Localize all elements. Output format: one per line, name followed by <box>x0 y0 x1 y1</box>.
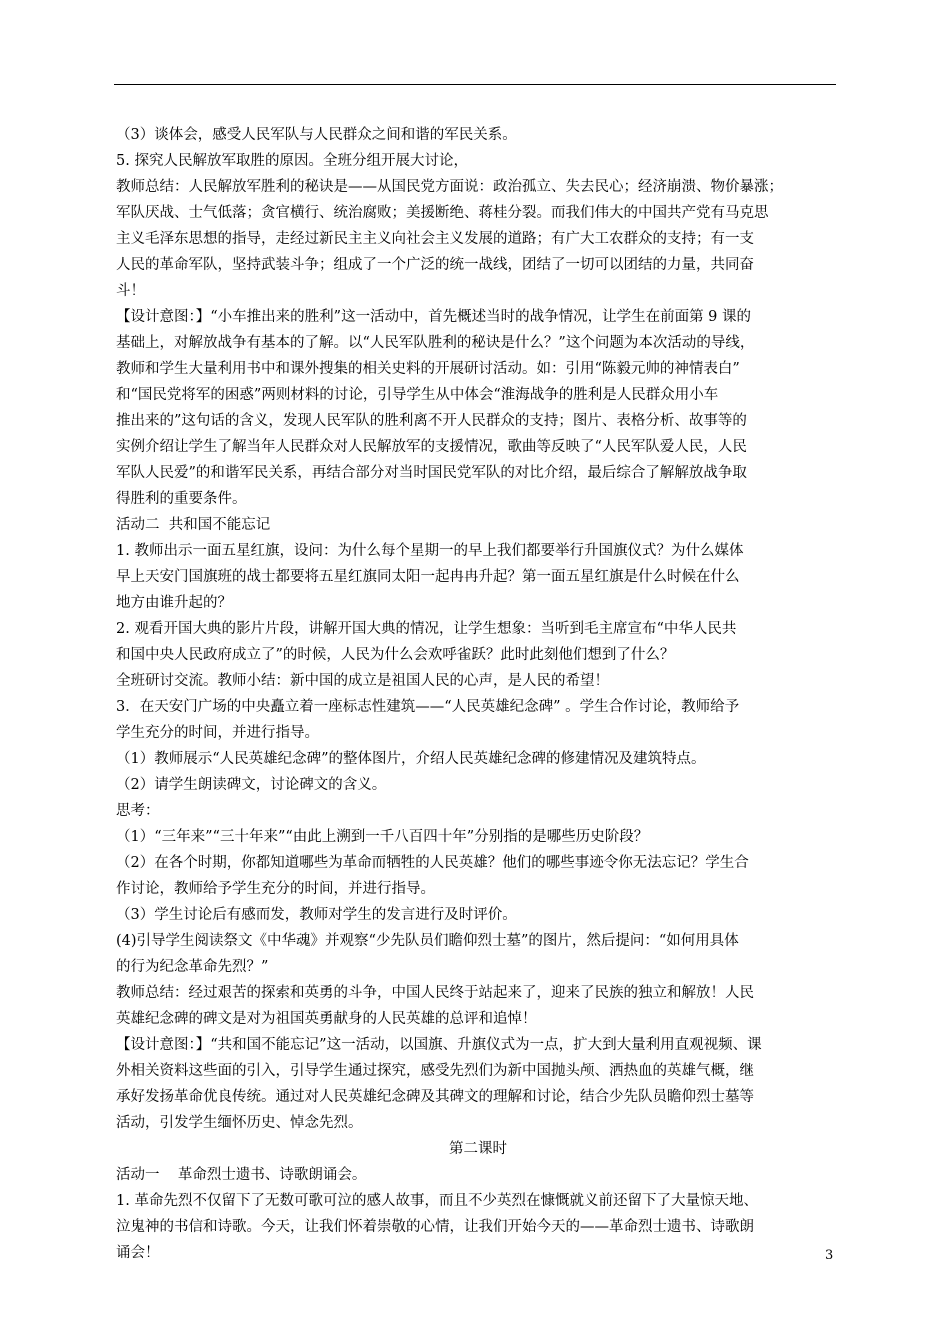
text-line: 2. 观看开国大典的影片片段，讲解开国大典的情况，让学生想象：当听到毛主席宣布“中华人民共 <box>116 621 737 637</box>
text-line: 基础上，对解放战争有基本的了解。以“人民军队胜利的秘诀是什么？”这个问题为本次活动的导线， <box>116 335 755 351</box>
text-line: 军队人民爱”的和谐军民关系，再结合部分对当时国民党军队的对比介绍，最后综合了解解放战争取 <box>116 465 747 481</box>
text-line: 主义毛泽东思想的指导，走经过新民主主义向社会主义发展的道路；有广大工农群众的支持；有一支 <box>116 231 754 247</box>
section-heading: 活动二 共和国不能忘记 <box>116 517 271 533</box>
text-line: 全班研讨交流。教师小结：新中国的成立是祖国人民的心声，是人民的希望！ <box>116 673 609 689</box>
text-line: 军队厌战、士气低落；贪官横行、统治腐败；美援断绝、蒋桂分裂。而我们伟大的中国共产党有马克思 <box>116 205 769 221</box>
text-line: 5. 探究人民解放军取胜的原因。全班分组开展大讨论， <box>116 153 468 169</box>
text-line: 教师总结：经过艰苦的探索和英勇的斗争，中国人民终于站起来了，迎来了民族的独立和解放！人民 <box>116 985 754 1001</box>
text-line: （2）在各个时期，你都知道哪些为革命而牺牲的人民英雄？他们的哪些事迹令你无法忘记？学生合 <box>116 855 749 871</box>
text-line: 教师总结：人民解放军胜利的秘诀是——从国民党方面说：政治孤立、失去民心；经济崩溃、物价暴涨； <box>116 179 783 195</box>
text-line: 思考： <box>116 803 160 819</box>
text-line: 斗！ <box>116 283 145 299</box>
text-line: 的行为纪念革命先烈？” <box>116 959 269 975</box>
text-line: 承好发扬革命优良传统。通过对人民英雄纪念碑及其碑文的理解和讨论，结合少先队员瞻仰烈士墓等 <box>116 1089 754 1105</box>
text-line: （2）请学生朗读碑文，讨论碑文的含义。 <box>116 777 387 793</box>
text-line: 外相关资料这些面的引入，引导学生通过探究，感受先烈们为新中国抛头颅、洒热血的英雄气概，继 <box>116 1063 754 1079</box>
text-line: 人民的革命军队，坚持武装斗争；组成了一个广泛的统一战线，团结了一切可以团结的力量，共同奋 <box>116 257 754 273</box>
text-line: 诵会！ <box>116 1245 160 1261</box>
text-line: 早上天安门国旗班的战士都要将五星红旗同太阳一起冉冉升起？第一面五星红旗是什么时候在什么 <box>116 569 740 585</box>
text-line: 作讨论，教师给予学生充分的时间，并进行指导。 <box>116 881 435 897</box>
text-line: 3．在天安门广场的中央矗立着一座标志性建筑——“人民英雄纪念碑” 。学生合作讨论，教师给予 <box>116 699 740 715</box>
text-line: 【设计意图：】“共和国不能忘记”这一活动，以国旗、升旗仪式为一点，扩大到大量利用直观视频、课 <box>116 1037 762 1053</box>
text-line: 实例介绍让学生了解当年人民群众对人民解放军的支援情况，歌曲等反映了“人民军队爱人民，人民 <box>116 439 747 455</box>
text-line: 【设计意图：】“小车推出来的胜利”这一活动中，首先概述当时的战争情况，让学生在前面第 9 课的 <box>116 309 752 325</box>
text-line: 学生充分的时间，并进行指导。 <box>116 725 319 741</box>
text-line: 活动，引发学生缅怀历史、悼念先烈。 <box>116 1115 363 1131</box>
text-line: 和“国民党将军的困惑”两则材料的讨论，引导学生从中体会“淮海战争的胜利是人民群众用小车 <box>116 387 719 403</box>
document-body <box>116 122 840 1266</box>
text-line: 得胜利的重要条件。 <box>116 491 247 507</box>
text-line: 1. 革命先烈不仅留下了无数可歌可泣的感人故事，而且不少英烈在慷慨就义前还留下了大量惊天地、 <box>116 1193 758 1209</box>
text-line: （3）谈体会，感受人民军队与人民群众之间和谐的军民关系。 <box>116 127 517 143</box>
text-line: 1. 教师出示一面五星红旗，设问：为什么每个星期一的早上我们都要举行升国旗仪式？为什么媒体 <box>116 543 744 559</box>
text-line: （3）学生讨论后有感而发，教师对学生的发言进行及时评价。 <box>116 907 517 923</box>
page-number: 3 <box>825 1248 834 1263</box>
text-line: 泣鬼神的书信和诗歌。今天，让我们怀着崇敬的心情，让我们开始今天的——革命烈士遗书、诗歌朗 <box>116 1219 754 1235</box>
section-heading: 活动一 革命烈士遗书、诗歌朗诵会。 <box>116 1167 367 1183</box>
text-line: 和国中央人民政府成立了”的时候，人民为什么会欢呼雀跃？此时此刻他们想到了什么？ <box>116 647 675 663</box>
lesson-heading: 第二课时 <box>449 1141 507 1157</box>
text-line: （1）“三年来”“三十年来”“由此上溯到一千八百四十年”分别指的是哪些历史阶段？ <box>116 829 649 845</box>
text-line: 英雄纪念碑的碑文是对为祖国英勇献身的人民英雄的总评和追悼！ <box>116 1011 537 1027</box>
text-line: 推出来的”这句话的含义，发现人民军队的胜利离不开人民群众的支持；图片、表格分析、故事等的 <box>116 413 747 429</box>
text-line: (4)引导学生阅读祭文《中华魂》并观察“少先队员们瞻仰烈士墓”的图片，然后提问：“如何用具体 <box>116 933 739 949</box>
text-line: 教师和学生大量利用书中和课外搜集的相关史料的开展研讨活动。如：引用“陈毅元帅的神情表白” <box>116 361 740 377</box>
text-line: 地方由谁升起的？ <box>116 595 232 611</box>
header-rule <box>114 84 836 85</box>
text-line: （1）教师展示“人民英雄纪念碑”的整体图片，介绍人民英雄纪念碑的修建情况及建筑特点。 <box>116 751 706 767</box>
